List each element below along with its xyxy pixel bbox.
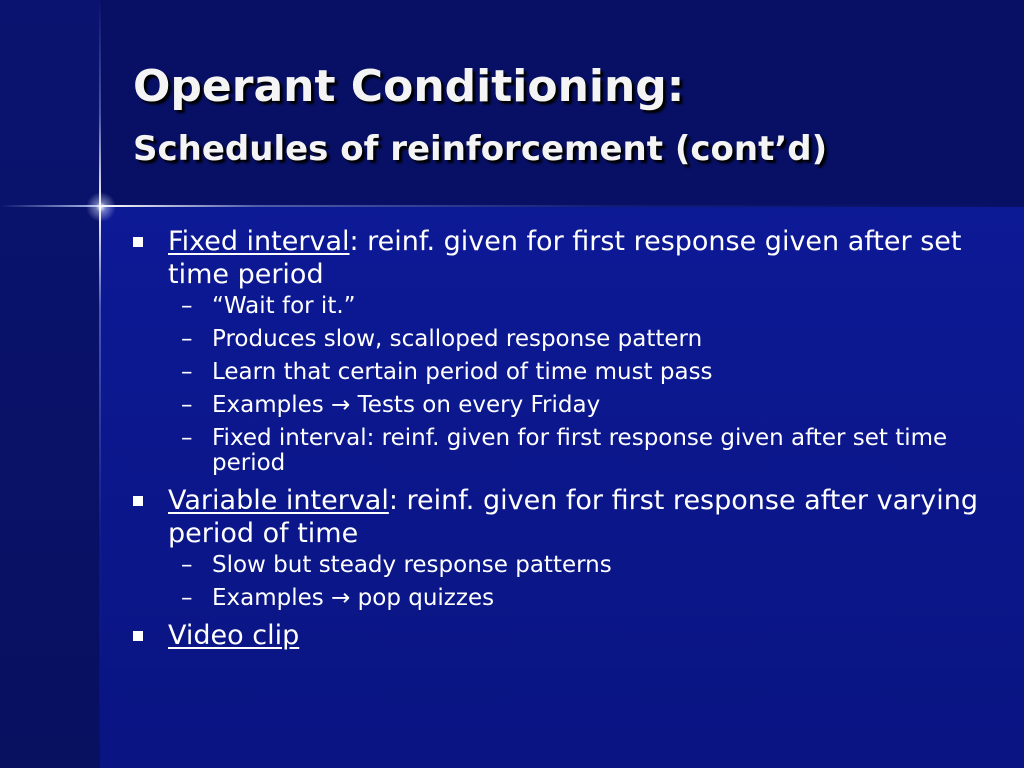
fixed-interval-link[interactable]: Fixed interval xyxy=(168,226,350,257)
sub-item-text: “Wait for it.” xyxy=(212,293,356,319)
list-item xyxy=(130,619,990,652)
video-clip-link[interactable]: Video clip xyxy=(168,620,300,651)
sub-item-text: Fixed interval: reinf. given for first response given after set time period xyxy=(212,425,948,476)
slide-title: Operant Conditioning: xyxy=(133,61,685,112)
sub-list-item xyxy=(168,294,990,319)
sub-item-text: Produces slow, scalloped response pattern xyxy=(212,326,703,352)
list-item xyxy=(130,484,990,611)
sub-list-item xyxy=(168,327,990,352)
variable-interval-link[interactable]: Variable interval xyxy=(168,485,389,516)
slide-subtitle: Schedules of reinforcement (cont’d) xyxy=(133,129,828,169)
sub-item-text: Examples → Tests on every Friday xyxy=(212,392,601,418)
dash-bullet-icon: – xyxy=(181,585,193,611)
dash-bullet-icon: – xyxy=(181,392,193,418)
sub-list-item xyxy=(168,426,990,476)
list-item xyxy=(130,225,990,476)
dash-bullet-icon: – xyxy=(181,326,193,352)
vertical-accent-line xyxy=(99,0,101,768)
sub-list-item xyxy=(168,553,990,578)
sub-list xyxy=(168,553,990,611)
horizontal-accent-line xyxy=(0,205,1024,207)
dash-bullet-icon: – xyxy=(181,293,193,319)
dash-bullet-icon: – xyxy=(181,425,193,451)
item-text: : reinf. given for first response given after set time period xyxy=(168,226,962,290)
square-bullet-icon xyxy=(133,237,143,247)
sub-item-text: Slow but steady response patterns xyxy=(212,552,612,578)
sub-list xyxy=(168,294,990,476)
dash-bullet-icon: – xyxy=(181,552,193,578)
square-bullet-icon xyxy=(133,496,143,506)
sub-list-item xyxy=(168,586,990,611)
sub-list-item xyxy=(168,360,990,385)
sparkle-decoration xyxy=(84,190,118,224)
square-bullet-icon xyxy=(133,631,143,641)
sub-item-text: Learn that certain period of time must pass xyxy=(212,359,713,385)
bullet-list xyxy=(130,225,990,658)
sub-list-item xyxy=(168,393,990,418)
sub-item-text: Examples → pop quizzes xyxy=(212,585,495,611)
dash-bullet-icon: – xyxy=(181,359,193,385)
left-band xyxy=(0,0,100,768)
item-text: : reinf. given for first response after varying period of time xyxy=(168,485,978,549)
